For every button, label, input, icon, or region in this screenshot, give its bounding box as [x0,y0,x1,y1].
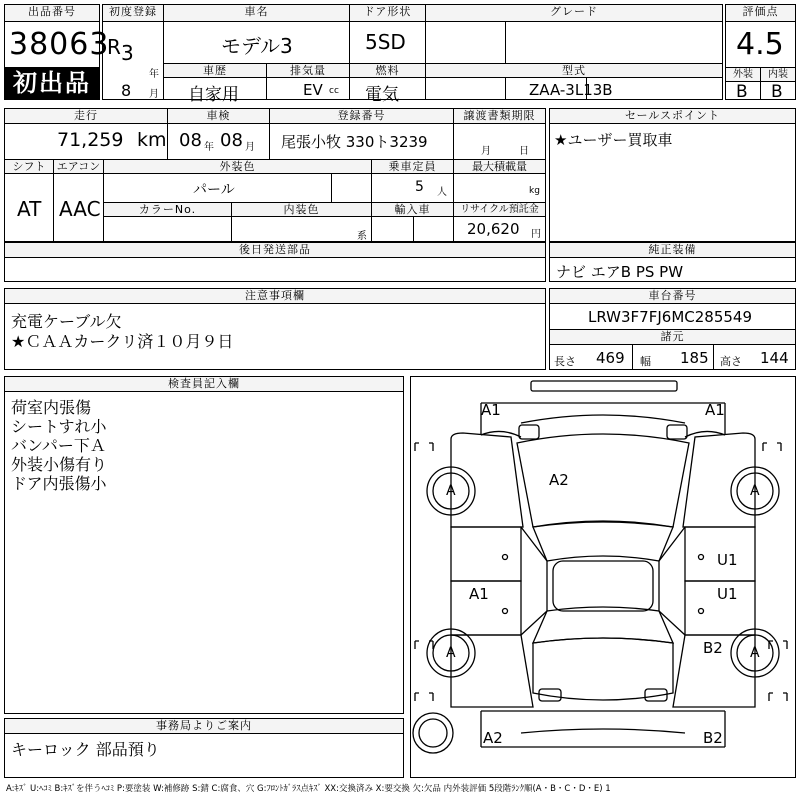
chassis-box [549,288,796,370]
transfer-label: 譲渡書類期限 [454,109,545,123]
registration-label: 初度登録 [103,5,163,21]
import-label: 輸入車 [372,203,453,216]
lot-number-box [4,4,110,100]
recycle-fee: 20,620 [467,220,520,238]
plate-label: 登録番号 [270,109,453,123]
interior-color-label: 内装色 [232,203,371,216]
notes-line-1: 充電ケーブル欠 [11,312,122,331]
inspector-line-5: ドア内張傷小 [11,474,107,493]
notes-label: 注意事項欄 [5,289,545,303]
mark-rear-left: A2 [483,729,503,747]
fuel-value: 電気 [365,85,399,105]
year-unit: 年 [149,69,159,80]
exterior-color-label: 外装色 [104,160,371,173]
inspector-line-1: 荷室内張傷 [11,398,92,417]
genuine-equipment-box [549,242,796,282]
inspection-year: 08 [179,130,202,151]
displacement-label: 排気量 [267,64,349,77]
load-unit: kg [529,186,540,196]
mileage-value: 71,259 [57,129,124,151]
legend-text: A:ｷｽﾞ U:ﾍｺﾐ B:ｷｽﾞを伴うﾍｺﾐ P:要塗装 W:補修跡 S:錆 C:腐食、穴 G:ﾌﾛﾝﾄｶﾞﾗｽ点ｷｽﾞ XX:交換済み X:要交換 欠:欠品 内外装評価 5段階ﾗﾝｸ順(A・B・C・D・E) 1 [6,784,611,794]
specs-label: 諸元 [550,330,795,344]
mark-left-rear-door: A1 [469,585,489,603]
mileage-unit: km [137,129,167,151]
mark-hood: A2 [549,471,569,489]
door-type: 5SD [365,30,406,54]
mark-left-front-wheel: A [446,483,456,499]
capacity-unit: 人 [437,187,447,198]
mark-front-right: A1 [705,401,725,419]
month-unit: 月 [149,89,159,100]
vehicle-header-box [102,4,723,105]
history-label: 車歴 [164,64,266,77]
genuine-equipment-label: 純正装備 [550,243,795,257]
details-box [4,108,546,242]
exterior-color-value: パール [193,182,235,198]
chassis-label: 車台番号 [550,289,795,303]
mark-right-rear-door: U1 [717,585,738,603]
capacity-value: 5 [415,179,424,195]
interior-grade: B [771,82,783,102]
inspection-year-unit: 年 [204,142,214,153]
inspection-month-unit: 月 [245,142,255,153]
registration-month: 8 [121,81,132,100]
width-label: 幅 [640,355,651,368]
inspection-month: 08 [220,130,243,151]
sales-point-label: セールスポイント [550,109,795,123]
inspector-label: 検査員記入欄 [5,377,403,391]
displacement-unit: cc [329,86,339,96]
mark-right-front-door: U1 [717,551,738,569]
ac-value: AAC [59,197,101,221]
score-value: 4.5 [736,27,784,62]
lot-number: 38063 [9,27,110,62]
car-outline-svg [411,377,795,777]
era-year: 3 [121,41,134,65]
mark-right-front-wheel: A [750,483,760,499]
transfer-month-unit: 月 [481,146,491,157]
recycle-unit: 円 [531,229,541,240]
sales-point-value: ★ユーザー買取車 [554,131,673,149]
first-listing-badge-text: 初出品 [13,69,91,97]
first-listing-badge [5,67,99,99]
mileage-label: 走行 [5,109,167,123]
mark-left-rear-wheel: A [446,645,456,661]
later-parts-label: 後日発送部品 [5,243,545,257]
inspector-line-2: シートすれ小 [11,417,107,436]
era-letter: R [107,35,121,59]
transfer-day-unit: 日 [519,146,529,157]
office-value: キーロック 部品預り [11,740,160,759]
history-value: 自家用 [188,85,239,105]
grade-label: グレード [426,5,722,21]
color-no-label: カラーNo. [104,203,231,216]
sales-point-box [549,108,796,242]
car-name-label: 車名 [164,5,349,21]
mark-front-left: A1 [481,401,501,419]
width-value: 185 [680,349,709,367]
ac-label: エアコン [54,160,103,173]
office-box [4,718,404,778]
load-label: 最大積載量 [454,160,545,173]
interior-color-unit: 系 [357,231,367,242]
capacity-label: 乗車定員 [372,160,453,173]
notes-box [4,288,546,370]
car-name: モデル3 [221,34,293,58]
lot-number-label: 出品番号 [5,5,99,21]
displacement-value: EV [303,81,323,99]
door-type-label: ドア形状 [350,5,425,21]
office-label: 事務局よりご案内 [5,719,403,733]
score-label: 評価点 [726,5,795,21]
genuine-equipment-value: ナビ エアB PS PW [556,263,684,281]
score-box [725,4,796,100]
later-parts-box [4,242,546,282]
exterior-grade-label: 外装 [726,68,760,81]
inspector-line-4: 外装小傷有り [11,455,108,474]
fuel-label: 燃料 [350,64,425,77]
plate-value: 尾張小牧 330ト3239 [281,133,428,151]
recycle-label: リサイクル預託金 [454,203,545,216]
shift-label: シフト [5,160,53,173]
model-label: 型式 [426,64,722,77]
damage-diagram [410,376,796,778]
interior-grade-label: 内装 [761,68,795,81]
height-label: 高さ [720,355,742,368]
height-value: 144 [760,349,789,367]
length-value: 469 [596,349,625,367]
length-label: 長さ [554,355,576,368]
mark-right-rear-quarter: B2 [703,639,723,657]
inspector-line-3: バンパー下Ａ [11,436,106,455]
mark-right-rear-wheel: A [750,645,760,661]
exterior-grade: B [736,82,748,102]
mark-rear-right: B2 [703,729,723,747]
model-value: ZAA-3L13B [529,81,613,99]
shift-value: AT [17,197,42,221]
notes-line-2: ★ＣＡＡカークリ済１０月９日 [11,332,234,351]
inspection-label: 車検 [168,109,269,123]
inspector-box [4,376,404,714]
chassis-value: LRW3F7FJ6MC285549 [588,308,752,326]
